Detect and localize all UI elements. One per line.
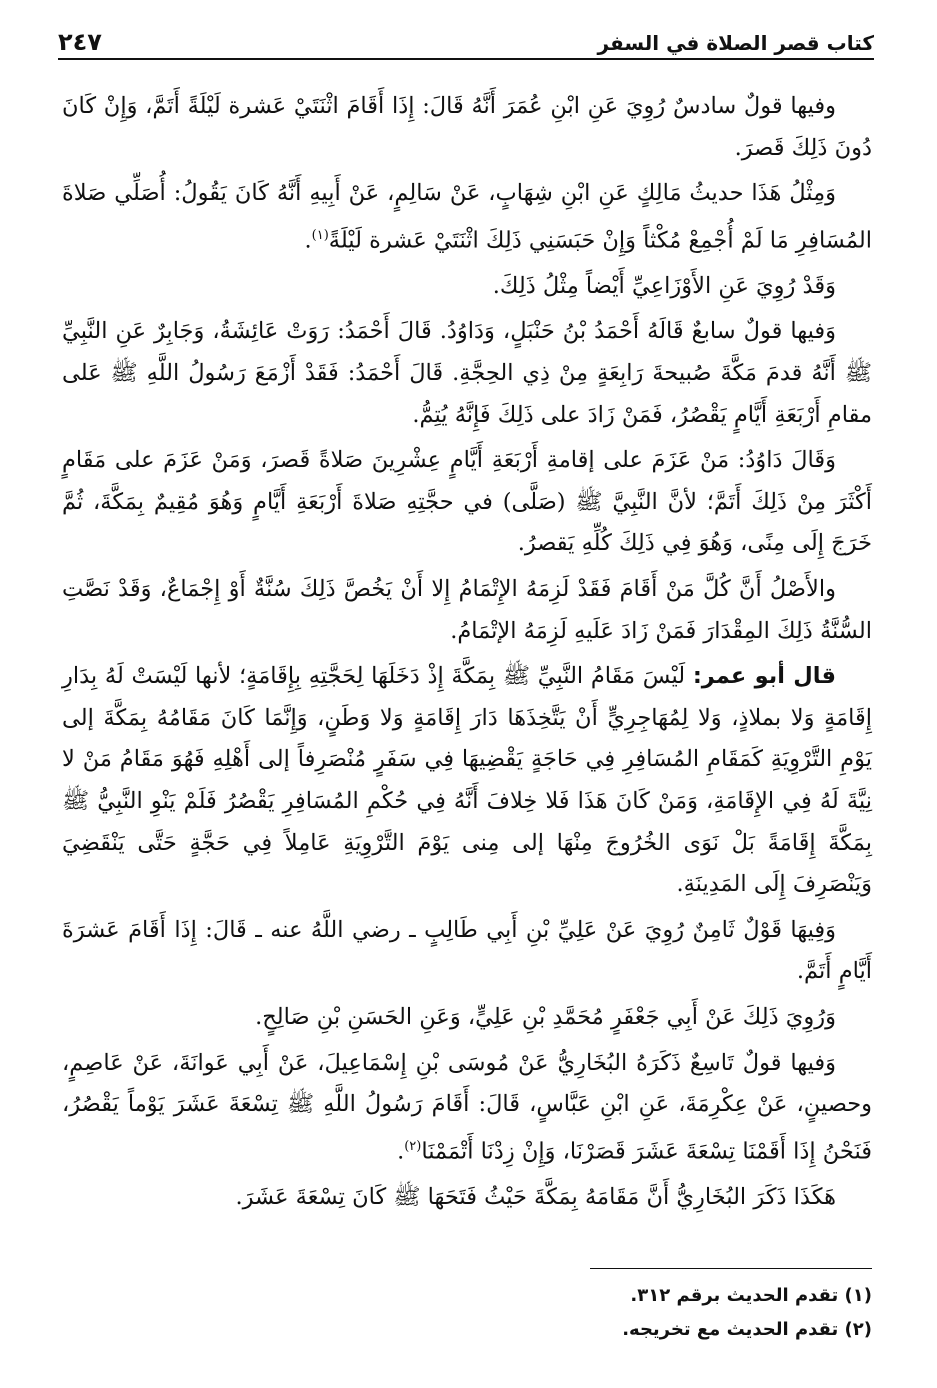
running-header (58, 24, 874, 60)
paragraph-text: وَفِيهَا قَوْلٌ ثَامِنٌ رُوِيَ عَنْ عَلِيِّ بْنِ أَبِي طَالِبٍ ـ رضي اللَّهُ عنه ـ قَالَ: إِذَا أَقَامَ عَشرَةَ أَيَّامٍ أَتَمَّ. (62, 916, 872, 985)
paragraph-lead: قال أبو عمر: (692, 663, 836, 690)
paragraph (62, 1177, 872, 1219)
paragraph-text: وَرُوِيَ ذَلِكَ عَنْ أَبِي جَعْفَرٍ مُحَمَّدِ بْنِ عَلِيٍّ، وَعَنِ الحَسَنِ بْنِ صَالِحٍ. (255, 1003, 836, 1030)
paragraph (62, 173, 872, 262)
paragraph (62, 569, 872, 652)
book-page (58, 24, 874, 1364)
paragraph (62, 266, 872, 308)
paragraph (62, 910, 872, 993)
page-number: ٢٤٧ (58, 28, 102, 56)
paragraph-text: وَقَالَ دَاوُدُ: مَنْ عَزَمَ على إقامةِ أَرْبَعَةِ أَيَّامٍ عِشْرِينَ صَلاةً قَصرَ، وَمَنْ عَزَمَ على مَقَامٍ أَكْثَرَ مِنْ ذَلِكَ أَتَمَّ؛ لأنَّ النَّبِيَّ ﷺ (صَلَّى) في حجَّتِهِ صَلاةَ أَرْبَعَةِ أَيَّامٍ وَهُوَ مُقِيمٌ بِمَكَّةَ، ثُمَّ خَرَجَ إِلَى مِنًى، وَهُوَ فِي ذَلِكَ كُلِّهِ يَقصرُ. (62, 447, 872, 557)
running-title: كتاب قصر الصلاة في السفر (598, 31, 874, 58)
paragraph-tail: . (397, 1138, 405, 1165)
paragraph-text: وفيها قولٌ سادسٌ رُوِيَ عَنِ ابْنِ عُمَرَ أَنَّهُ قَالَ: إِذَا أَقَامَ اثْنَتَيْ عَشرة لَيْلَةً أَتَمَّ، وَإِنْ كَانَ دُونَ ذَلِكَ قَصرَ. (62, 93, 872, 161)
footnote-reference[interactable]: (١) (311, 227, 329, 243)
paragraph (62, 656, 872, 906)
paragraph (62, 1043, 872, 1173)
paragraph-text: والأَصْلُ أَنَّ كُلَّ مَنْ أَقَامَ فَقَدْ لَزِمَهُ الإِتْمَامُ إِلا أَنْ يَخُصَّ ذَلِكَ سُنَّةٌ أَوْ إِجْمَاعٌ، وَقَدْ نَصَّتِ السُّنَّةُ ذَلِكَ المِقْدَارَ فَمَنْ زَادَ عَلَيهِ لَزِمَهُ الإتْمَامُ. (62, 576, 872, 644)
paragraph-text: لَيْسَ مَقَامُ النَّبِيِّ ﷺ بِمَكَّةَ إِذْ دَخَلَهَا لِحَجَّتِهِ بِإِقَامَةٍ؛ لأنها لَيْسَتْ لَهُ بِدَارِ إِقَامَةٍ وَلا بملاذٍ، وَلا لِمُهَاجِرِيٍّ أَنْ يَتَّخِذَهَا دَارَ إِقَامَةٍ وَلا وَطَنٍ، وَإِنَّمَا كَانَ مَقَامُهُ بِمَكَّةَ إلى يَوْمِ التَّرْوِيَةِ كَمَقَامِ المُسَافِرِ فِي حَاجَةٍ يَقْضِيهَا فِي سَفَرٍ مُنْصَرِفاً إلى أَهْلِهِ فَهُوَ مَقَامُ مَنْ لا نِيَّةَ لَهُ فِي الإِقَامَةِ، وَمَنْ كَانَ هَذَا فَلا خِلافَ أَنَّهُ فِي حُكْمِ المُسَافِرِ يَقْصُرُ فَلَمْ يَنْوِ النَّبِيُّ ﷺ بِمَكَّةَ إِقَامَةً بَلْ نَوَى الخُرُوجَ مِنْهَا إلى مِنى يَوْمَ التَّرْوِيَةِ عَامِلاً فِي حَجَّةٍ حَتَّى يَنْقَضِيَ وَيَنْصَرِفَ إِلَى المَدِينَةِ. (62, 663, 872, 898)
footnotes (62, 1279, 872, 1347)
paragraph (62, 440, 872, 565)
footnote-separator (590, 1268, 872, 1269)
paragraph-text: وَقَدْ رُوِيَ عَنِ الأَوْزَاعِيِّ أَيْضاً مِثْلُ ذَلِكَ. (492, 272, 836, 299)
paragraph (62, 997, 872, 1039)
main-text (62, 86, 872, 1218)
paragraph (62, 311, 872, 436)
footnote: (٢) تقدم الحديث مع تخريجه. (622, 1319, 872, 1340)
paragraph-text: وَمِثْلُ هَذَا حديثُ مَالِكٍ عَنِ ابْنِ شِهَابٍ، عَنْ سَالِمٍ، عَنْ أَبِيهِ أَنَّهُ كَانَ يَقُولُ: أُصَلِّي صَلاةَ المُسَافِرِ مَا لَمْ أُجْمِعْ مُكْثاً وَإِنْ حَبَسَنِي ذَلِكَ اثْنَتَيْ عَشرة لَيْلَةً (62, 180, 872, 254)
paragraph-text: وَفيها قولٌ سابعٌ قَالَهُ أَحْمَدُ بْنُ حَنْبَلٍ، وَدَاوُدُ. قَالَ أَحْمَدُ: رَوَتْ عَائِشَةُ، وَجَابِرٌ عَنِ النَّبِيِّ ﷺ أَنَّهُ قدمَ مَكَّةَ صُبيحةَ رَابِعَةٍ مِنْ ذِي الحِجَّةِ. قَالَ أَحْمَدُ: فَقَدْ أَزْمَعَ رَسُولُ اللَّهِ ﷺ عَلى مقامِ أَرْبَعَةِ أَيَّامٍ يَقْصُرُ، فَمَنْ زَادَ على ذَلِكَ فَإِنَّهُ يُتِمُّ. (62, 318, 872, 428)
footnote-reference[interactable]: (٢) (404, 1138, 422, 1154)
paragraph (62, 86, 872, 169)
paragraph-text: وَفيها قولٌ تَاسِعٌ ذَكَرَهُ البُخَارِيُّ عَنْ مُوسَى بْنِ إِسْمَاعِيلَ، عَنْ أَبِي عَوانَةَ، عَنْ عَاصِمٍ، وحصينٍ، عَنْ عِكْرِمَةَ، عَنِ ابْنِ عَبَّاسٍ، قَالَ: أَقَامَ رَسُولُ اللَّهِ ﷺ تِسْعَةَ عَشَرَ يَوْماً يَقْصُرُ، فَنَحْنُ إِذَا أَقَمْنَا تِسْعَةَ عَشَرَ قَصَرْنَا، وَإِنْ زِدْنَا أَتْمَمْنَا (62, 1049, 872, 1165)
footnote: (١) تقدم الحديث برقم ٣١٢. (630, 1285, 872, 1306)
paragraph-tail: . (304, 227, 312, 254)
paragraph-text: هَكَذَا ذَكَرَ البُخَارِيُّ أَنَّ مَقَامَهُ بِمَكَّةَ حَيْثُ فَتَحَهَا ﷺ كَانَ تِسْعَةَ عَشَرَ. (235, 1183, 836, 1210)
